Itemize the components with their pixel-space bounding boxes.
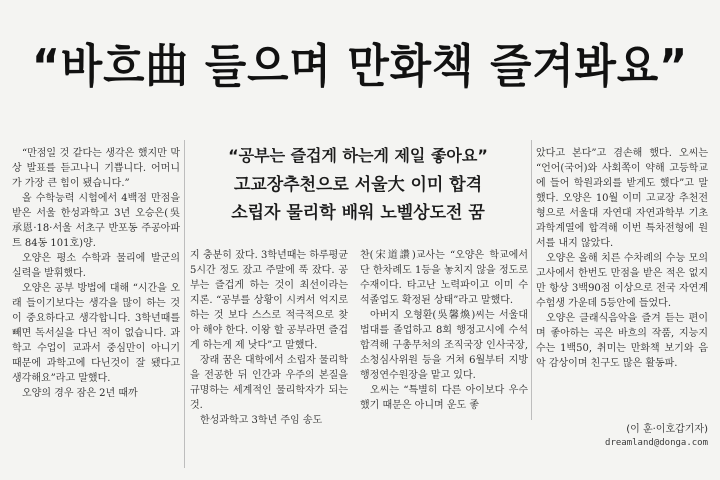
paragraph: 오양의 경우 잠은 2년 때까 (22, 388, 138, 399)
article-column-3 (360, 248, 528, 468)
paragraph: 올 수학능력 시험에서 4백점 만점을 받은 서울 한성과학고 3년 오승은(吳承恩·18·서울 서초구 반포동 주공아파트 84동 101호)양. (12, 193, 180, 249)
column-divider (531, 140, 532, 420)
paragraph: 찬(宋道讚)교사는 “오양은 학교에서 단 한차례도 1등을 놓치지 않을 정도로 수재이다. 타고난 노력파이고 이미 수석졸업도 확정된 상태”라고 말했다. (360, 250, 528, 306)
paragraph: 오양은 평소 수학과 물리에 발군의 실력을 발휘했다. (12, 253, 180, 279)
paragraph: 지 충분히 잤다. 3학년때는 하루평균 5시간 정도 잤고 주말에 푹 잤다. 공부는 즐겁게 하는 것이 최선이라는 지론. “공부를 상황이 시켜서 억지로 하는 것 보다 스스로 적극적으로 찾아 해야 한다. 이왕 할 공부라면 즐겁게 하는게 제 낫다”고 말했다. (190, 250, 348, 351)
article-column-2 (190, 248, 348, 468)
paragraph: 장래 꿈은 대학에서 소립자 물리학을 전공한 뒤 인간과 우주의 본질을 규명하는 세계적인 물리학자가 되는 것. (190, 355, 348, 411)
article-column-1 (12, 146, 180, 466)
article-headline: “바흐曲 들으며 만화책 즐겨봐요” (31, 39, 689, 93)
column-divider (184, 140, 185, 468)
paragraph: 한성과학고 3학년 주임 송도 (200, 415, 323, 426)
article-subhead-dream: 소립자 물리학 배워 노벨상도전 꿈 (231, 203, 485, 223)
paragraph: 았다고 본다”고 겸손해 했다. 오씨는 “언어(국어)와 사회쪽이 약해 고등학교에 들어 학원과외를 받게도 했다”고 말했다. 오양은 10월 이미 고교장 추천전형으로 서울대 자연대 자연과학부 기초과학계열에 합격해 이번 특차전형에 원서를 내지 않았다. (536, 148, 708, 249)
article-subhead-admission: 고교장추천으로 서울大 이미 합격 (233, 175, 483, 195)
reporter-email: dreamland@donga.com (605, 438, 708, 448)
article-byline: (이 훈·이호갑기자) (626, 424, 708, 435)
paragraph: 오양은 공부 방법에 대해 “시간을 오래 들이기보다는 생각을 많이 하는 것이 중요하다고 생각합니다. 3학년때를 빼면 독서실을 다닌 적이 없습니다. 과학고 수업이 교과서 중심만이 아니기 때문에 과학고에 다닌것이 잘 됐다고 생각해요”라고 말했다. (12, 283, 180, 384)
paragraph: 오양은 클래식음악을 즐겨 듣는 편이며 좋아하는 곡은 바흐의 작품, 지능지수는 1백50, 취미는 만화책 보기와 음악 감상이며 친구도 많은 활동파. (536, 313, 708, 369)
paragraph: 오양은 올해 치른 수차례의 수능 모의고사에서 한번도 만점을 받은 적은 없지만 항상 3백90점 이상으로 전국 자연계 수험생 가운데 5등안에 들었다. (536, 253, 708, 309)
paragraph: 오씨는 “특별히 다른 아이보다 우수했기 때문은 아니며 운도 좋 (360, 385, 528, 411)
article-subhead-quote: “공부는 즐겁게 하는게 제일 좋아요” (228, 146, 488, 165)
paragraph: “만점일 것 같다는 생각은 했지만 막상 발표를 듣고나니 기쁩니다. 어머니가 가장 큰 힘이 됐습니다.” (12, 148, 180, 189)
article-column-4 (536, 146, 708, 420)
paragraph: 아버지 오형환(吳馨煥)씨는 서울대 법대를 졸업하고 8회 행정고시에 수석 합격해 구총무처의 조직국장 인사국장, 소청심사위원 등을 거쳐 6월부터 지방행정연수원장을 맡고 있다. (360, 310, 528, 381)
